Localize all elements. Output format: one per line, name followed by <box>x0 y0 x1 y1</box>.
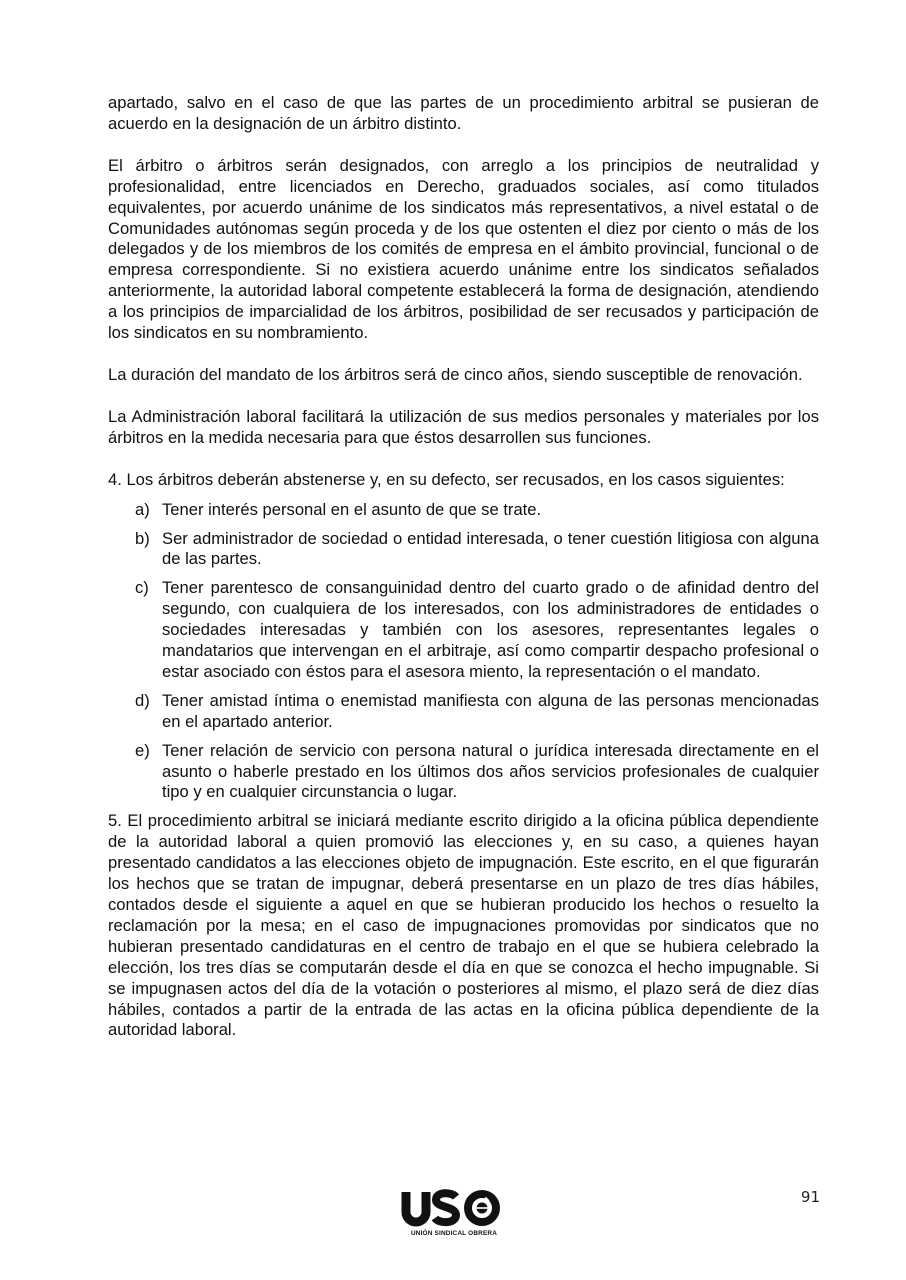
list-item-text: Tener parentesco de consanguinidad dentro del cuarto grado o de afinidad dentro del segundo, con cualquiera de los interesados, con los administradores de entidades o sociedades interesadas y también con los asesores, representantes legales o mandatarios que intervengan en el arbitraje, así como compartir despacho profesional o estar asociado con éstos para el asesora miento, la representación o el mandato. <box>162 578 819 681</box>
list-item <box>108 741 819 804</box>
uso-logo <box>400 1188 508 1240</box>
paragraph-continuation: apartado, salvo en el caso de que las partes de un procedimiento arbitral se pusieran de acuerdo en la designación de un árbitro distinto. <box>108 93 819 133</box>
paragraph-administration-means: La Administración laboral facilitará la utilización de sus medios personales y materiales por los árbitros en la medida necesaria para que éstos desarrollen sus funciones. <box>108 406 819 447</box>
document-body <box>108 93 819 1041</box>
list-item-text: Tener interés personal en el asunto de que se trate. <box>162 499 542 519</box>
list-item-text: Tener amistad íntima o enemistad manifiesta con alguna de las personas mencionadas en el apartado anterior. <box>162 690 819 731</box>
list-marker: b) <box>135 528 150 548</box>
list-item <box>108 500 819 521</box>
abstention-cases-list <box>108 500 819 804</box>
paragraph-mandate-duration: La duración del mandato de los árbitros será de cinco años, siendo susceptible de renovación. <box>108 364 803 384</box>
list-marker: c) <box>135 578 149 598</box>
paragraph-procedure: 5. El procedimiento arbitral se iniciará mediante escrito dirigido a la oficina pública dependiente de la autoridad laboral a quien promovió las elecciones y, en su caso, a quienes hayan presentado candidatos a las elecciones objeto de impugnación. Este escrito, en el que figurarán los hechos que se tratan de impugnar, deberá presentarse en un plazo de tres días hábiles, contados desde el siguiente a aquel en que se hubieran producido los hechos o resuelto la reclamación por la mesa; en el caso de impugnaciones promovidas por sindicatos que no hubieran presentado candidaturas en el centro de trabajo en el que se hubiera celebrado la elección, los tres días se computarán desde el día en que se conozca el hecho impugnable. Si se impugnasen actos del día de la votación o posteriores al mismo, el plazo será de diez días hábiles, contados a partir de la entrada de las actas en la oficina pública dependiente de la autoridad laboral. <box>108 811 819 1040</box>
list-marker: d) <box>135 690 150 710</box>
paragraph-arbitrator-designation: El árbitro o árbitros serán designados, con arreglo a los principios de neutralidad y profesionalidad, entre licenciados en Derecho, graduados sociales, así como titulados equivalentes, por acuerdo unánime de los sindicatos más representativos, a nivel estatal o de Comunidades autónomas según proceda y de los que ostenten el diez por ciento o más de los delegados y de los miembros de los comités de empresa en el ámbito provincial, funcional o de empresa correspondiente. Si no existiera acuerdo unánime entre los sindicatos señalados anteriormente, la autoridad laboral competente establecerá la forma de designación, atendiendo a los principios de imparcialidad de los árbitros, posibilidad de ser recusados y participación de los sindicatos en su nombramiento. <box>108 155 819 343</box>
list-marker: e) <box>135 740 150 760</box>
list-item-text: Ser administrador de sociedad o entidad interesada, o tener cuestión litigiosa con alguna de las partes. <box>162 528 819 569</box>
list-marker: a) <box>135 499 150 519</box>
list-item-text: Tener relación de servicio con persona natural o jurídica interesada directamente en el asunto o haberle prestado en los últimos dos años servicios profesionales de cualquier tipo y en cualquier circunstancia o lugar. <box>162 740 819 802</box>
list-intro: 4. Los árbitros deberán abstenerse y, en su defecto, ser recusados, en los casos siguientes: <box>108 469 785 489</box>
page-number: 91 <box>800 1188 820 1206</box>
list-item <box>108 529 819 571</box>
list-item <box>108 691 819 733</box>
uso-logo-mark <box>400 1188 508 1230</box>
list-item <box>108 578 819 683</box>
logo-caption: UNIÓN SINDICAL OBRERA <box>410 1230 498 1237</box>
